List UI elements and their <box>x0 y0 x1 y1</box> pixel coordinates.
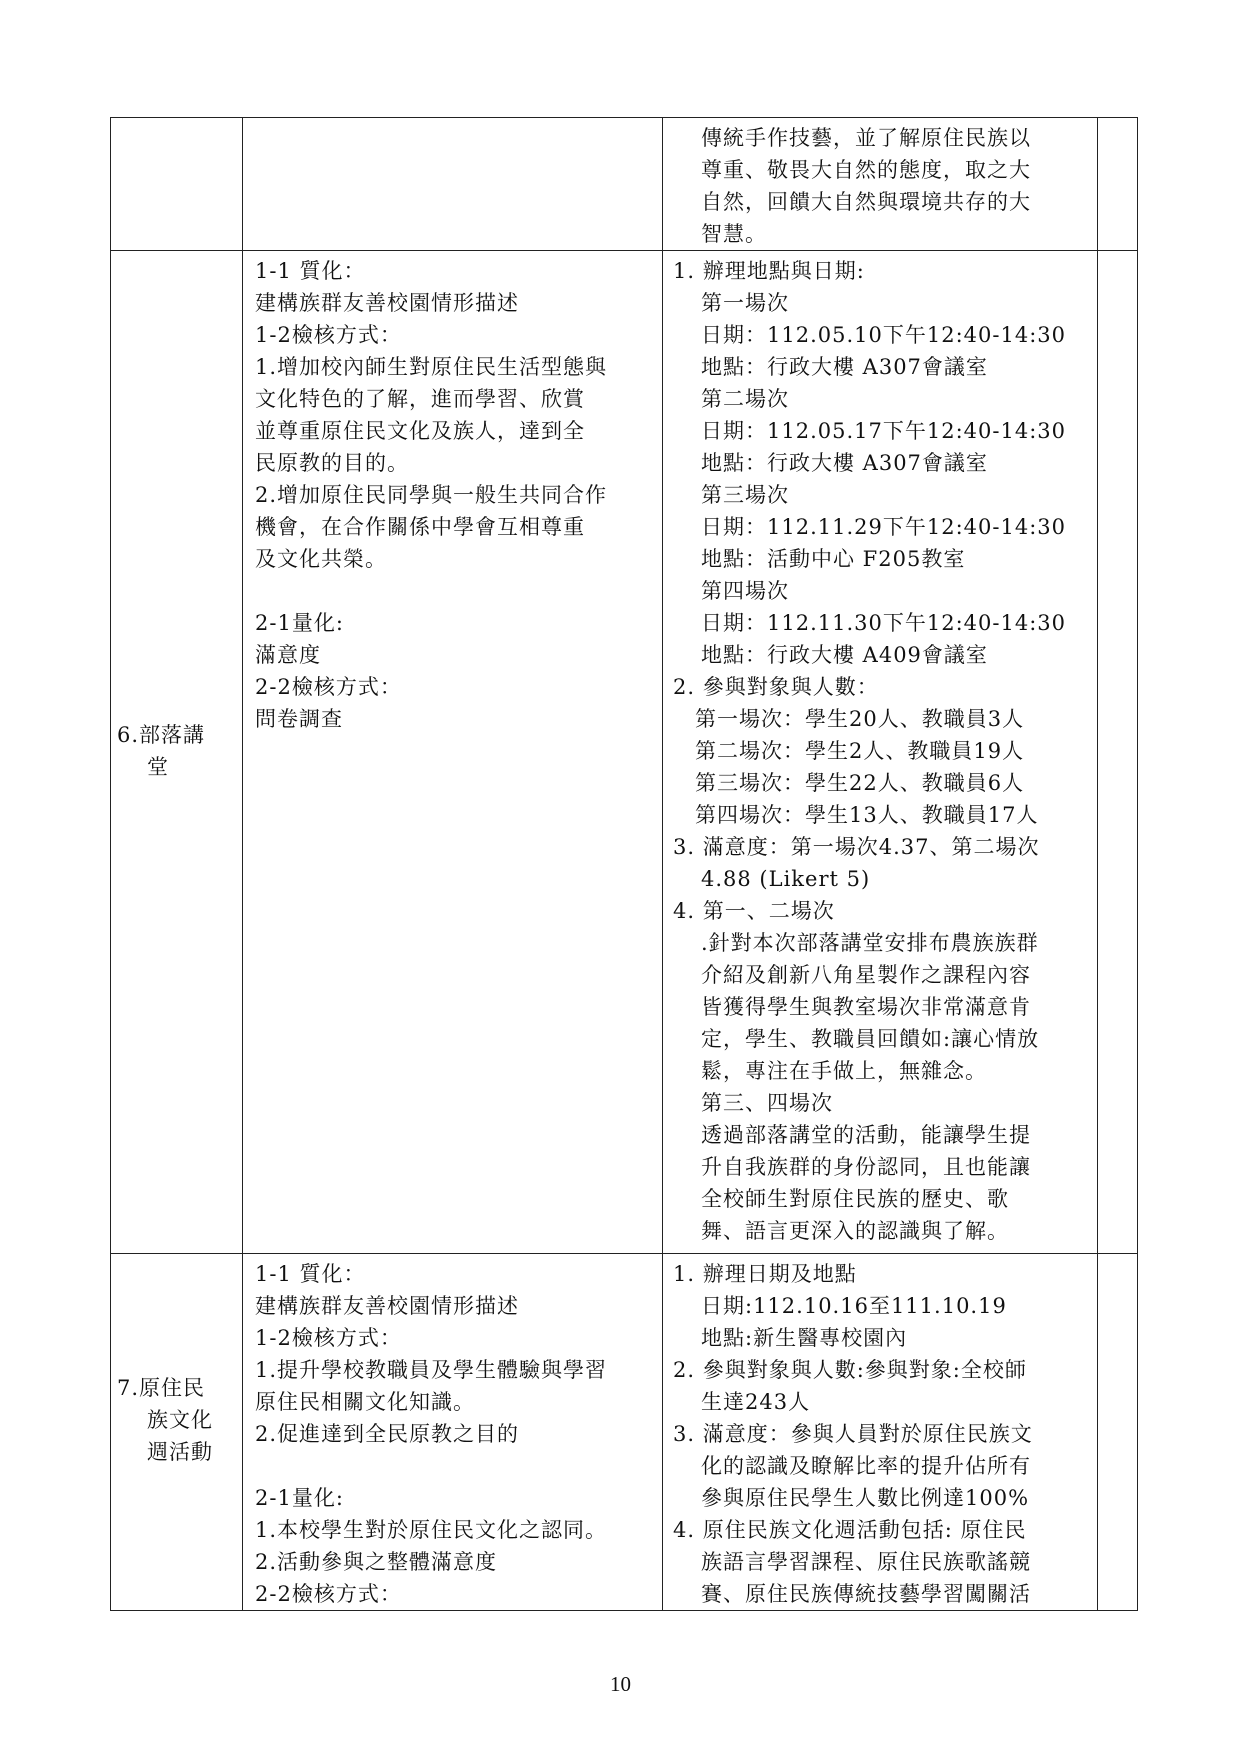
table-row <box>111 118 1138 251</box>
evaluation-cell <box>243 118 663 251</box>
table-row <box>111 251 1138 1254</box>
page-number: 10 <box>610 1672 631 1696</box>
remarks-cell <box>1098 118 1138 251</box>
evaluation-cell <box>243 1254 663 1611</box>
activity-name: 7.原住民 族文化 週活動 <box>117 1376 213 1464</box>
activity-report-table <box>110 117 1138 1611</box>
remarks-cell <box>1098 1254 1138 1611</box>
evaluation-text: 1-1 質化： 建構族群友善校園情形描述 1-2檢核方式： 1.提升學校教職員及學生體驗與學習 原住民相關文化知識。 2.促進達到全民原教之目的 2-1量化: 1.本校學生對於原住民文化之認同。 2.活動參與之整體滿意度 2-2檢核方式： <box>255 1262 608 1606</box>
results-text: 傳統手作技藝，並了解原住民族以 尊重、敬畏大自然的態度，取之大 自然，回饋大自然與環境共存的大 智慧。 <box>701 126 1031 246</box>
results-cell <box>663 118 1098 251</box>
results-cell <box>663 251 1098 1254</box>
activity-name-cell <box>111 1254 243 1611</box>
evaluation-text: 1-1 質化： 建構族群友善校園情形描述 1-2檢核方式： 1.增加校內師生對原住民生活型態與 文化特色的了解，進而學習、欣賞 並尊重原住民文化及族人，達到全 民原教的目的。 2.增加原住民同學與一般生共同合作 機會，在合作關係中學會互相尊重 及文化共榮。 2-1量化: 滿意度 2-2檢核方式： 問卷調查 <box>255 259 608 731</box>
results-cell <box>663 1254 1098 1611</box>
results-text: 1. 辦理地點與日期: 第一場次 日期：112.05.10下午12:40-14:30 地點：行政大樓 A307會議室 第二場次 日期：112.05.17下午12:40-14:30 地點：行政大樓 A307會議室 第三場次 日期：112.11.29下午12:40-14:30 地點：活動中心 F205教室 第四場次 日期：112.11.30下午12:40-14:30 地點：行政大樓 A409會議室 2. 參與對象與人數： 第一場次：學生20人、教職員3人 第二場次：學生2人、教職員19人 第三場次：學生22人、教職員6人 第四場次：學生13人、教職員17人 3. 滿意度：第一場次4.37、第二場次 4.88 (Likert 5) 4. 第一、二場次 .針對本次部落講堂安排布農族族群 介紹及創新八角星製作之課程內容 皆獲得學生與教室場次非常滿意肯 定，學生、教職員回饋如:讓心情放 鬆，專注在手做上，無雜念。 第三、四場次 透過部落講堂的活動，能讓學生提 升自我族群的身份認同，且也能讓 全校師生對原住民族的歷史、歌 舞、語言更深入的認識與了解。 <box>673 259 1067 1243</box>
activity-name-cell <box>111 251 243 1254</box>
remarks-cell <box>1098 251 1138 1254</box>
activity-name: 6.部落講 堂 <box>117 723 206 779</box>
table-row <box>111 1254 1138 1611</box>
activity-name-cell <box>111 118 243 251</box>
results-text: 1. 辦理日期及地點 日期:112.10.16至111.10.19 地點:新生醫專校園內 2. 參與對象與人數:參與對象:全校師 生達243人 3. 滿意度：參與人員對於原住民族文 化的認識及瞭解比率的提升佔所有 參與原住民學生人數比例達100% 4. 原住民族文化週活動包括: 原住民 族語言學習課程、原住民族歌謠競 賽、原住民族傳統技藝學習闖關活 <box>673 1262 1033 1606</box>
evaluation-cell <box>243 251 663 1254</box>
